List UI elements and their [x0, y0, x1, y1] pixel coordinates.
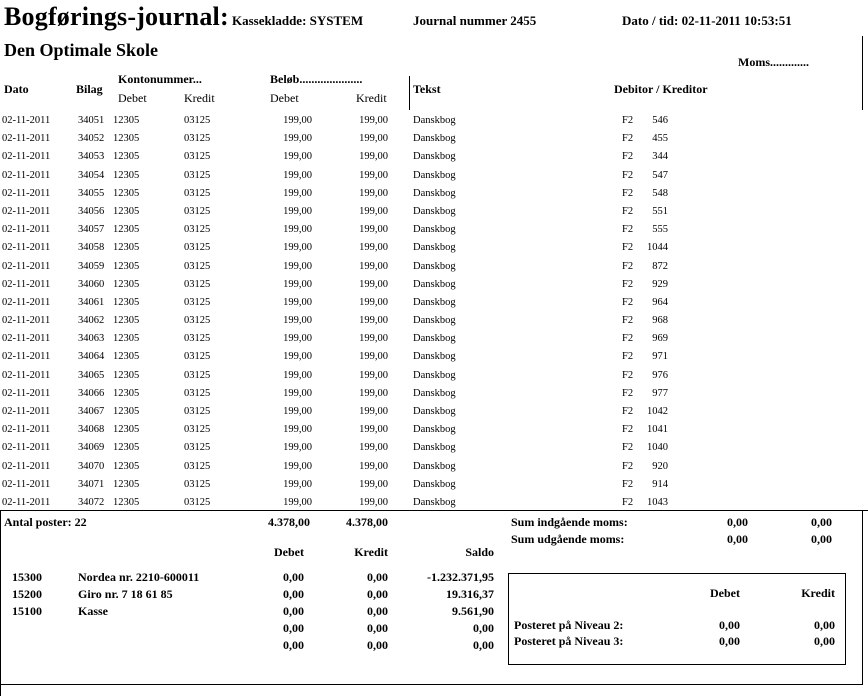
cell-beloeb-kredit: 199,00	[359, 369, 388, 381]
cell-beloeb-debet: 199,00	[283, 260, 312, 272]
cell-beloeb-kredit: 199,00	[359, 133, 388, 145]
table-row	[0, 185, 868, 203]
cell-konto-debet: 12305	[113, 278, 140, 290]
cell-beloeb-kredit: 199,00	[359, 460, 388, 472]
posteret-niveau3-kredit: 0,00	[814, 634, 835, 648]
cell-konto-kredit: 03125	[184, 187, 211, 199]
cell-dato: 02-11-2011	[2, 369, 51, 381]
summary-top-border	[0, 510, 868, 511]
table-row	[0, 148, 868, 166]
account-number: 15200	[12, 587, 42, 601]
cell-konto-kredit: 03125	[184, 133, 211, 145]
cell-debitor-type: F2	[622, 387, 634, 399]
school-name: Den Optimale Skole	[4, 40, 159, 60]
cell-dato: 02-11-2011	[2, 278, 51, 290]
cell-bilag: 34052	[78, 133, 105, 145]
cell-debitor-nr: 968	[652, 315, 668, 327]
cell-debitor-nr: 971	[652, 351, 668, 363]
cell-beloeb-debet: 199,00	[283, 442, 312, 454]
cell-tekst: Danskbog	[413, 205, 456, 217]
cell-bilag: 34069	[78, 442, 105, 454]
cell-debitor-nr: 1043	[647, 496, 668, 508]
cell-debitor-type: F2	[622, 496, 634, 508]
cell-debitor-type: F2	[622, 169, 634, 181]
cell-debitor-nr: 455	[652, 133, 668, 145]
account-kredit: 0,00	[367, 570, 388, 584]
cell-beloeb-kredit: 199,00	[359, 151, 388, 163]
account-saldo: 9.561,90	[452, 604, 494, 618]
cell-debitor-nr: 929	[652, 278, 668, 290]
cell-konto-debet: 12305	[113, 351, 140, 363]
cell-beloeb-kredit: 199,00	[359, 205, 388, 217]
table-row	[0, 130, 868, 148]
cell-debitor-type: F2	[622, 278, 634, 290]
cell-konto-debet: 12305	[113, 333, 140, 345]
cell-konto-debet: 12305	[113, 151, 140, 163]
cell-konto-kredit: 03125	[184, 387, 211, 399]
cell-beloeb-debet: 199,00	[283, 424, 312, 436]
col-debitor: Debitor / Kreditor	[614, 82, 708, 96]
cell-konto-kredit: 03125	[184, 296, 211, 308]
cell-tekst: Danskbog	[413, 406, 456, 417]
posteret-niveau2-kredit: 0,00	[814, 618, 835, 632]
cell-beloeb-debet: 199,00	[283, 151, 312, 163]
cell-bilag: 34070	[78, 460, 105, 472]
cell-beloeb-debet: 199,00	[283, 351, 312, 363]
summary-left-border	[0, 510, 1, 696]
header-divider	[409, 76, 410, 110]
cell-tekst: Danskbog	[413, 442, 456, 454]
cell-bilag: 34061	[78, 296, 105, 308]
col-kontonummer: Kontonummer...	[118, 72, 202, 86]
sum-udgaaende-label: Sum udgående moms:	[511, 532, 625, 546]
cell-debitor-type: F2	[622, 369, 634, 381]
cell-tekst: Danskbog	[413, 387, 456, 399]
cell-debitor-nr: 1042	[647, 406, 668, 417]
table-row	[0, 421, 868, 439]
posteret-niveau3-label: Posteret på Niveau 3:	[514, 634, 624, 648]
cell-debitor-type: F2	[622, 442, 634, 454]
cell-beloeb-debet: 199,00	[283, 315, 312, 327]
col-beloeb-kredit: Kredit	[356, 91, 387, 105]
cell-beloeb-kredit: 199,00	[359, 115, 388, 126]
cell-beloeb-kredit: 199,00	[359, 406, 388, 417]
cell-konto-kredit: 03125	[184, 115, 211, 126]
cell-beloeb-debet: 199,00	[283, 333, 312, 345]
cell-tekst: Danskbog	[413, 224, 456, 236]
date-time: Dato / tid: 02-11-2011 10:53:51	[622, 13, 792, 28]
col-konto-kredit: Kredit	[184, 91, 215, 105]
cell-konto-debet: 12305	[113, 369, 140, 381]
account-saldo: -1.232.371,95	[427, 570, 494, 584]
posteret-debet-label: Debet	[710, 586, 740, 600]
cell-konto-kredit: 03125	[184, 478, 211, 490]
posteret-niveau2-debet: 0,00	[719, 618, 740, 632]
cell-konto-debet: 12305	[113, 424, 140, 436]
cell-tekst: Danskbog	[413, 133, 456, 145]
cell-tekst: Danskbog	[413, 115, 456, 126]
cell-beloeb-debet: 199,00	[283, 369, 312, 381]
sum-udgaaende-kredit: 0,00	[811, 532, 832, 546]
account-debet: 0,00	[283, 638, 304, 652]
cell-konto-debet: 12305	[113, 242, 140, 254]
cell-debitor-type: F2	[622, 406, 634, 417]
cell-beloeb-debet: 199,00	[283, 296, 312, 308]
table-row	[0, 330, 868, 348]
col-konto-debet: Debet	[118, 91, 147, 105]
cell-beloeb-debet: 199,00	[283, 406, 312, 417]
table-row	[0, 276, 868, 294]
cell-dato: 02-11-2011	[2, 187, 51, 199]
cell-bilag: 34060	[78, 278, 105, 290]
table-row	[0, 439, 868, 457]
kassekladde-label: Kassekladde: SYSTEM	[232, 13, 364, 28]
cell-beloeb-kredit: 199,00	[359, 333, 388, 345]
cell-debitor-nr: 551	[652, 205, 668, 217]
cell-dato: 02-11-2011	[2, 496, 51, 508]
cell-beloeb-kredit: 199,00	[359, 187, 388, 199]
table-row	[0, 294, 868, 312]
account-debet: 0,00	[283, 587, 304, 601]
sum-indgaaende-kredit: 0,00	[811, 515, 832, 529]
cell-debitor-type: F2	[622, 260, 634, 272]
cell-bilag: 34059	[78, 260, 105, 272]
cell-beloeb-kredit: 199,00	[359, 387, 388, 399]
cell-beloeb-debet: 199,00	[283, 387, 312, 399]
cell-dato: 02-11-2011	[2, 115, 51, 126]
account-debet: 0,00	[283, 570, 304, 584]
cell-beloeb-debet: 199,00	[283, 133, 312, 145]
cell-beloeb-kredit: 199,00	[359, 278, 388, 290]
account-kredit: 0,00	[367, 638, 388, 652]
account-saldo: 0,00	[473, 638, 494, 652]
cell-dato: 02-11-2011	[2, 133, 51, 145]
report-title: Bogførings-journal:	[4, 2, 229, 31]
account-saldo: 0,00	[473, 621, 494, 635]
cell-dato: 02-11-2011	[2, 260, 51, 272]
cell-beloeb-debet: 199,00	[283, 169, 312, 181]
cell-bilag: 34056	[78, 205, 105, 217]
summary-saldo-label: Saldo	[465, 545, 494, 559]
cell-dato: 02-11-2011	[2, 478, 51, 490]
cell-beloeb-debet: 199,00	[283, 187, 312, 199]
cell-debitor-nr: 547	[652, 169, 668, 181]
cell-tekst: Danskbog	[413, 242, 456, 254]
cell-konto-debet: 12305	[113, 115, 140, 126]
cell-dato: 02-11-2011	[2, 406, 51, 417]
cell-debitor-nr: 964	[652, 296, 668, 308]
cell-bilag: 34063	[78, 333, 105, 345]
cell-dato: 02-11-2011	[2, 205, 51, 217]
cell-beloeb-kredit: 199,00	[359, 496, 388, 508]
cell-beloeb-debet: 199,00	[283, 460, 312, 472]
table-row	[0, 221, 868, 239]
summary-kredit-label: Kredit	[354, 545, 388, 559]
cell-beloeb-debet: 199,00	[283, 496, 312, 508]
cell-dato: 02-11-2011	[2, 242, 51, 254]
cell-konto-kredit: 03125	[184, 260, 211, 272]
cell-beloeb-debet: 199,00	[283, 224, 312, 236]
cell-bilag: 34068	[78, 424, 105, 436]
cell-konto-debet: 12305	[113, 205, 140, 217]
cell-konto-kredit: 03125	[184, 169, 211, 181]
cell-debitor-type: F2	[622, 424, 634, 436]
cell-debitor-nr: 344	[652, 151, 668, 163]
account-saldo: 19.316,37	[446, 587, 494, 601]
cell-dato: 02-11-2011	[2, 151, 51, 163]
cell-tekst: Danskbog	[413, 478, 456, 490]
posteret-niveau3-debet: 0,00	[719, 634, 740, 648]
cell-tekst: Danskbog	[413, 278, 456, 290]
cell-beloeb-kredit: 199,00	[359, 224, 388, 236]
total-kredit: 4.378,00	[346, 515, 388, 529]
cell-bilag: 34072	[78, 496, 105, 508]
cell-bilag: 34055	[78, 187, 105, 199]
cell-beloeb-kredit: 199,00	[359, 478, 388, 490]
cell-beloeb-debet: 199,00	[283, 205, 312, 217]
cell-dato: 02-11-2011	[2, 442, 51, 454]
cell-konto-kredit: 03125	[184, 460, 211, 472]
cell-debitor-type: F2	[622, 478, 634, 490]
cell-tekst: Danskbog	[413, 169, 456, 181]
cell-debitor-nr: 976	[652, 369, 668, 381]
account-debet: 0,00	[283, 604, 304, 618]
posteret-kredit-label: Kredit	[801, 586, 835, 600]
table-row	[0, 167, 868, 185]
cell-debitor-type: F2	[622, 205, 634, 217]
account-number: 15100	[12, 604, 42, 618]
cell-konto-debet: 12305	[113, 187, 140, 199]
cell-beloeb-debet: 199,00	[283, 478, 312, 490]
cell-konto-debet: 12305	[113, 387, 140, 399]
cell-konto-debet: 12305	[113, 260, 140, 272]
cell-konto-debet: 12305	[113, 478, 140, 490]
posteret-niveau2-label: Posteret på Niveau 2:	[514, 618, 624, 632]
account-kredit: 0,00	[367, 587, 388, 601]
cell-konto-kredit: 03125	[184, 369, 211, 381]
cell-debitor-type: F2	[622, 460, 634, 472]
cell-konto-kredit: 03125	[184, 406, 211, 417]
col-dato: Dato	[4, 82, 29, 96]
cell-debitor-type: F2	[622, 133, 634, 145]
account-kredit: 0,00	[367, 621, 388, 635]
cell-tekst: Danskbog	[413, 151, 456, 163]
cell-konto-debet: 12305	[113, 406, 140, 417]
cell-bilag: 34071	[78, 478, 105, 490]
cell-dato: 02-11-2011	[2, 315, 51, 327]
cell-beloeb-kredit: 199,00	[359, 296, 388, 308]
col-bilag: Bilag	[76, 82, 103, 96]
cell-tekst: Danskbog	[413, 496, 456, 508]
cell-konto-debet: 12305	[113, 460, 140, 472]
cell-tekst: Danskbog	[413, 315, 456, 327]
table-row	[0, 385, 868, 403]
table-row	[0, 458, 868, 476]
header-right-border	[862, 36, 863, 110]
cell-beloeb-kredit: 199,00	[359, 242, 388, 254]
summary-bottom-border	[0, 684, 863, 685]
col-beloeb: Beløb.....................	[270, 72, 363, 86]
table-row	[0, 203, 868, 221]
cell-bilag: 34064	[78, 351, 105, 363]
cell-bilag: 34065	[78, 369, 105, 381]
cell-tekst: Danskbog	[413, 333, 456, 345]
cell-konto-debet: 12305	[113, 224, 140, 236]
cell-debitor-nr: 1041	[647, 424, 668, 436]
col-beloeb-debet: Debet	[270, 91, 299, 105]
cell-tekst: Danskbog	[413, 424, 456, 436]
cell-beloeb-kredit: 199,00	[359, 351, 388, 363]
table-row	[0, 367, 868, 385]
account-name: Kasse	[78, 604, 108, 618]
cell-konto-kredit: 03125	[184, 496, 211, 508]
cell-debitor-type: F2	[622, 296, 634, 308]
cell-dato: 02-11-2011	[2, 424, 51, 436]
cell-bilag: 34058	[78, 242, 105, 254]
cell-debitor-nr: 546	[652, 115, 668, 126]
cell-konto-debet: 12305	[113, 496, 140, 508]
cell-konto-debet: 12305	[113, 315, 140, 327]
cell-tekst: Danskbog	[413, 187, 456, 199]
col-tekst: Tekst	[413, 82, 441, 96]
cell-beloeb-debet: 199,00	[283, 242, 312, 254]
summary-right-border	[862, 510, 863, 685]
table-row	[0, 348, 868, 366]
cell-beloeb-kredit: 199,00	[359, 260, 388, 272]
cell-bilag: 34062	[78, 315, 105, 327]
cell-debitor-type: F2	[622, 151, 634, 163]
cell-bilag: 34054	[78, 169, 105, 181]
cell-dato: 02-11-2011	[2, 387, 51, 399]
cell-dato: 02-11-2011	[2, 296, 51, 308]
sum-udgaaende-debet: 0,00	[727, 532, 748, 546]
cell-debitor-nr: 914	[652, 478, 668, 490]
account-name: Giro nr. 7 18 61 85	[78, 587, 173, 601]
cell-dato: 02-11-2011	[2, 224, 51, 236]
cell-konto-debet: 12305	[113, 442, 140, 454]
cell-debitor-nr: 920	[652, 460, 668, 472]
cell-konto-kredit: 03125	[184, 424, 211, 436]
account-debet: 0,00	[283, 621, 304, 635]
table-row	[0, 239, 868, 257]
cell-beloeb-kredit: 199,00	[359, 442, 388, 454]
cell-debitor-nr: 555	[652, 224, 668, 236]
table-row	[0, 476, 868, 494]
table-row	[0, 258, 868, 276]
cell-konto-kredit: 03125	[184, 442, 211, 454]
cell-konto-kredit: 03125	[184, 278, 211, 290]
journal-rows	[0, 112, 868, 512]
cell-debitor-type: F2	[622, 224, 634, 236]
cell-tekst: Danskbog	[413, 460, 456, 472]
cell-debitor-type: F2	[622, 242, 634, 254]
cell-debitor-type: F2	[622, 351, 634, 363]
cell-debitor-type: F2	[622, 187, 634, 199]
cell-konto-kredit: 03125	[184, 333, 211, 345]
total-debet: 4.378,00	[268, 515, 310, 529]
sum-indgaaende-debet: 0,00	[727, 515, 748, 529]
table-row	[0, 403, 868, 421]
cell-dato: 02-11-2011	[2, 351, 51, 363]
cell-debitor-type: F2	[622, 333, 634, 345]
account-name: Nordea nr. 2210-600011	[78, 570, 200, 584]
antal-poster: Antal poster: 22	[4, 515, 87, 529]
cell-debitor-nr: 548	[652, 187, 668, 199]
moms-header: Moms.............	[738, 55, 809, 69]
cell-debitor-nr: 1040	[647, 442, 668, 454]
cell-tekst: Danskbog	[413, 296, 456, 308]
cell-tekst: Danskbog	[413, 260, 456, 272]
cell-bilag: 34066	[78, 387, 105, 399]
table-row	[0, 312, 868, 330]
summary-debet-label: Debet	[274, 545, 304, 559]
cell-konto-kredit: 03125	[184, 205, 211, 217]
cell-konto-debet: 12305	[113, 296, 140, 308]
cell-konto-debet: 12305	[113, 169, 140, 181]
cell-debitor-nr: 1044	[647, 242, 668, 254]
cell-bilag: 34057	[78, 224, 105, 236]
cell-debitor-type: F2	[622, 115, 634, 126]
cell-konto-kredit: 03125	[184, 315, 211, 327]
account-number: 15300	[12, 570, 42, 584]
cell-beloeb-kredit: 199,00	[359, 315, 388, 327]
cell-bilag: 34067	[78, 406, 105, 417]
cell-dato: 02-11-2011	[2, 333, 51, 345]
cell-konto-kredit: 03125	[184, 242, 211, 254]
cell-dato: 02-11-2011	[2, 460, 51, 472]
cell-beloeb-debet: 199,00	[283, 115, 312, 126]
cell-konto-kredit: 03125	[184, 151, 211, 163]
cell-bilag: 34053	[78, 151, 105, 163]
journal-number: Journal nummer 2455	[413, 13, 537, 28]
cell-konto-kredit: 03125	[184, 224, 211, 236]
cell-beloeb-kredit: 199,00	[359, 424, 388, 436]
cell-tekst: Danskbog	[413, 369, 456, 381]
cell-bilag: 34051	[78, 115, 105, 126]
account-kredit: 0,00	[367, 604, 388, 618]
cell-debitor-type: F2	[622, 315, 634, 327]
cell-beloeb-kredit: 199,00	[359, 169, 388, 181]
cell-debitor-nr: 872	[652, 260, 668, 272]
sum-indgaaende-label: Sum indgående moms:	[511, 515, 628, 529]
cell-dato: 02-11-2011	[2, 169, 51, 181]
cell-debitor-nr: 969	[652, 333, 668, 345]
cell-debitor-nr: 977	[652, 387, 668, 399]
cell-konto-kredit: 03125	[184, 351, 211, 363]
cell-tekst: Danskbog	[413, 351, 456, 363]
table-row	[0, 112, 868, 130]
cell-konto-debet: 12305	[113, 133, 140, 145]
cell-beloeb-debet: 199,00	[283, 278, 312, 290]
